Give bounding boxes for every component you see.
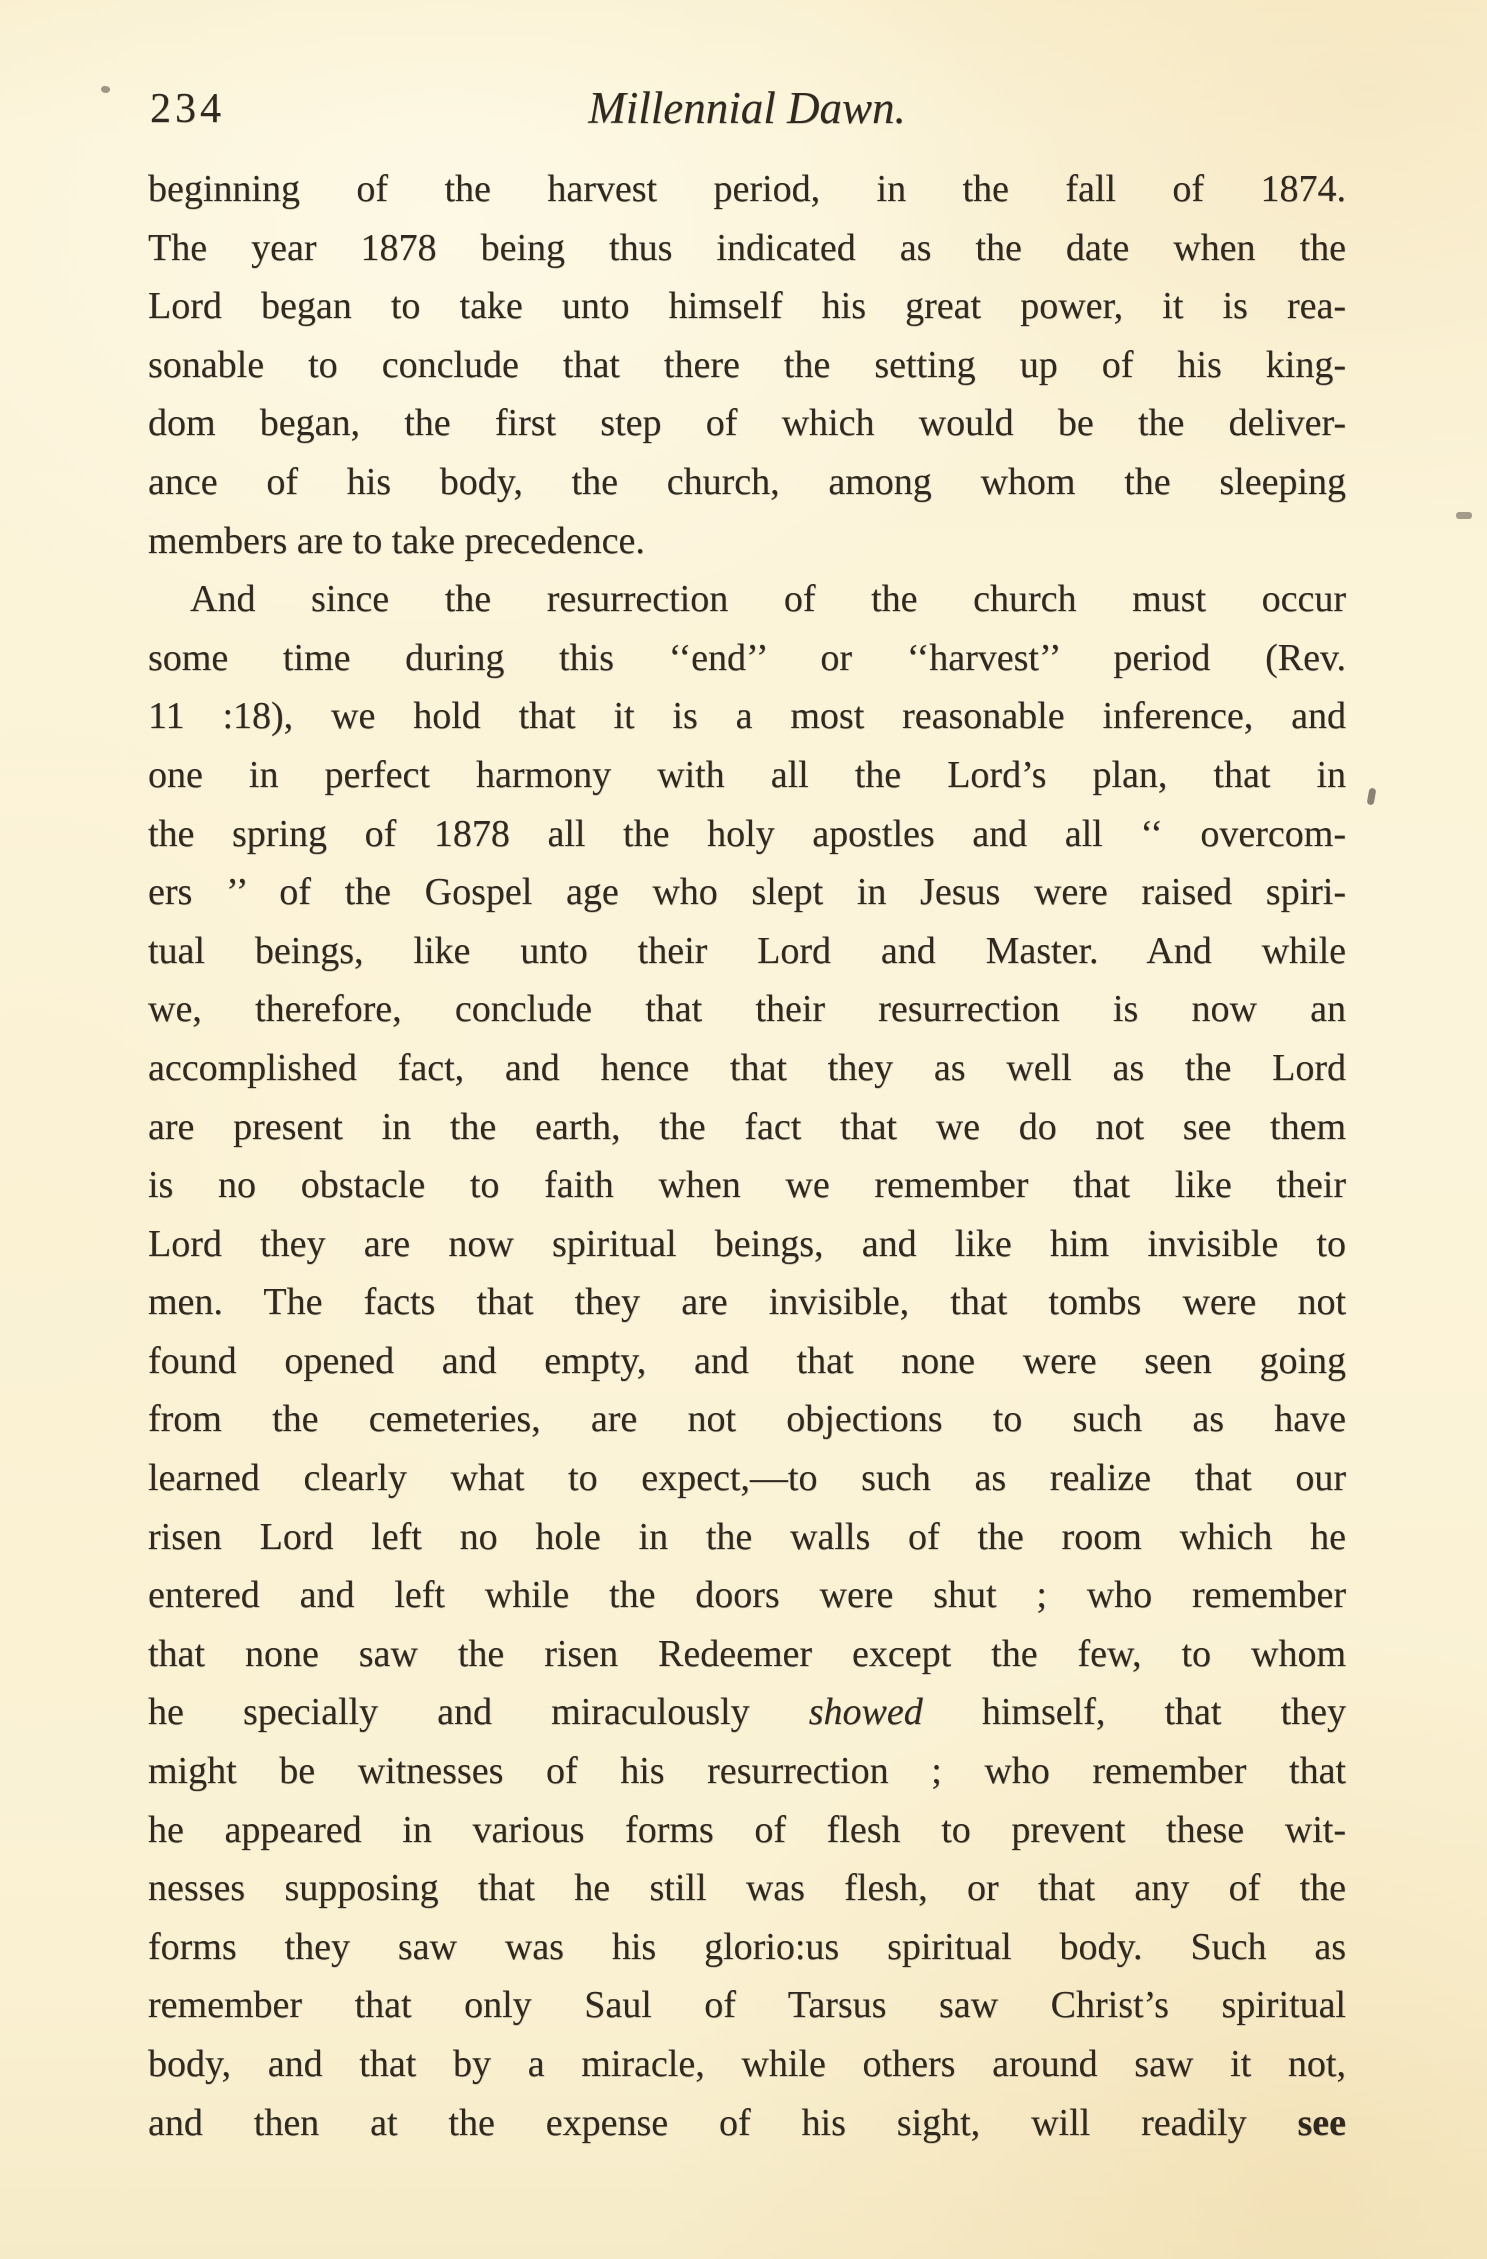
text-segment: dom began, the first step of which would be the deliver- [148,402,1346,445]
ink-speck-right-margin [1456,512,1472,519]
body-text [148,160,1346,2152]
text-line [148,277,1346,336]
text-line [148,1332,1346,1391]
text-segment: body, and that by a miracle, while others around saw it not, [148,2043,1346,2085]
text-segment: he appeared in various forms of flesh to prevent these wit- [148,1808,1346,1851]
text-line [148,2094,1346,2153]
text-line [148,394,1346,453]
text-segment: risen Lord left no hole in the walls of the room which he [148,1515,1346,1558]
text-line [148,512,1346,571]
text-segment: ers ’’ of the Gospel age who slept in Jesus were raised spiri- [148,871,1346,914]
text-segment: himself, that they [922,1691,1346,1734]
text-line [148,922,1346,981]
text-segment: the spring of 1878 all the holy apostles and all ‘‘ overcom- [148,812,1346,855]
text-line [148,805,1346,864]
text-segment: Lord began to take unto himself his great power, it is rea- [148,285,1346,328]
text-line [148,629,1346,688]
bold-word: see [1297,2101,1346,2144]
page-header [148,80,1346,138]
text-line [148,1390,1346,1449]
text-segment: And since the resurrection of the church must occur [190,578,1346,621]
text-segment: found opened and empty, and that none were seen going [148,1339,1346,1382]
text-segment: from the cemeteries, are not objections to such as have [148,1398,1346,1441]
text-segment: is no obstacle to faith when we remember that like their [148,1164,1346,1207]
text-line [148,1625,1346,1684]
text-segment: that none saw the risen Redeemer except the few, to whom [148,1632,1346,1675]
text-segment: members are to take precedence. [148,519,645,562]
text-line [148,746,1346,805]
page-number: 234 [150,86,225,132]
italic-word: showed [808,1691,923,1734]
text-segment: he specially and miraculously [148,1691,809,1734]
text-line [148,1801,1346,1860]
text-segment: sonable to conclude that there the setting up of his king- [148,343,1346,386]
text-segment: some time during this ‘‘end’’ or ‘‘harvest’’ period (Rev. [148,636,1346,679]
text-line [148,1156,1346,1215]
text-line [148,1566,1346,1625]
text-segment: and then at the expense of his sight, will readily [148,2101,1298,2144]
running-title: Millennial Dawn. [588,83,906,133]
text-segment: men. The facts that they are invisible, that tombs were not [148,1281,1346,1324]
text-line [148,980,1346,1039]
text-segment: beginning of the harvest period, in the fall of 1874. [148,168,1346,210]
text-segment: learned clearly what to expect,—to such as realize that our [148,1457,1346,1500]
text-line [148,1508,1346,1567]
text-segment: 11 :18), we hold that it is a most reasonable inference, and [148,695,1346,738]
ink-speck-right-mid [1367,788,1377,806]
text-segment: might be witnesses of his resurrection ; who remember that [148,1750,1346,1793]
text-segment: Lord they are now spiritual beings, and like him invisible to [148,1222,1346,1265]
text-line [148,1683,1346,1742]
text-line [148,160,1346,219]
text-segment: remember that only Saul of Tarsus saw Christ’s spiritual [148,1984,1346,2027]
text-line [148,1098,1346,1157]
text-segment: tual beings, like unto their Lord and Master. And while [148,929,1346,972]
text-segment: entered and left while the doors were shut ; who remember [148,1574,1346,1617]
text-line [148,570,1346,629]
text-line [148,1918,1346,1977]
text-line [148,453,1346,512]
text-segment: one in perfect harmony with all the Lord’s plan, that in [148,753,1346,796]
text-line [148,2035,1346,2094]
text-line [148,1976,1346,2035]
text-segment: accomplished fact, and hence that they as well as the Lord [148,1046,1346,1089]
text-segment: ance of his body, the church, among whom the sleeping [148,460,1346,503]
text-line [148,336,1346,395]
text-line [148,1449,1346,1508]
text-segment: nesses supposing that he still was flesh, or that any of the [148,1867,1346,1910]
text-segment: The year 1878 being thus indicated as the date when the [148,226,1346,269]
text-line [148,1859,1346,1918]
text-line [148,1273,1346,1332]
text-segment: we, therefore, conclude that their resurrection is now an [148,988,1346,1031]
text-line [148,219,1346,278]
text-line [148,1039,1346,1098]
text-line [148,863,1346,922]
text-segment: forms they saw was his glorio:us spiritual body. Such as [148,1925,1346,1968]
text-line [148,1215,1346,1274]
ink-speck-left-margin [100,85,111,94]
text-line [148,1742,1346,1801]
text-line [148,687,1346,746]
text-segment: are present in the earth, the fact that we do not see them [148,1105,1346,1148]
